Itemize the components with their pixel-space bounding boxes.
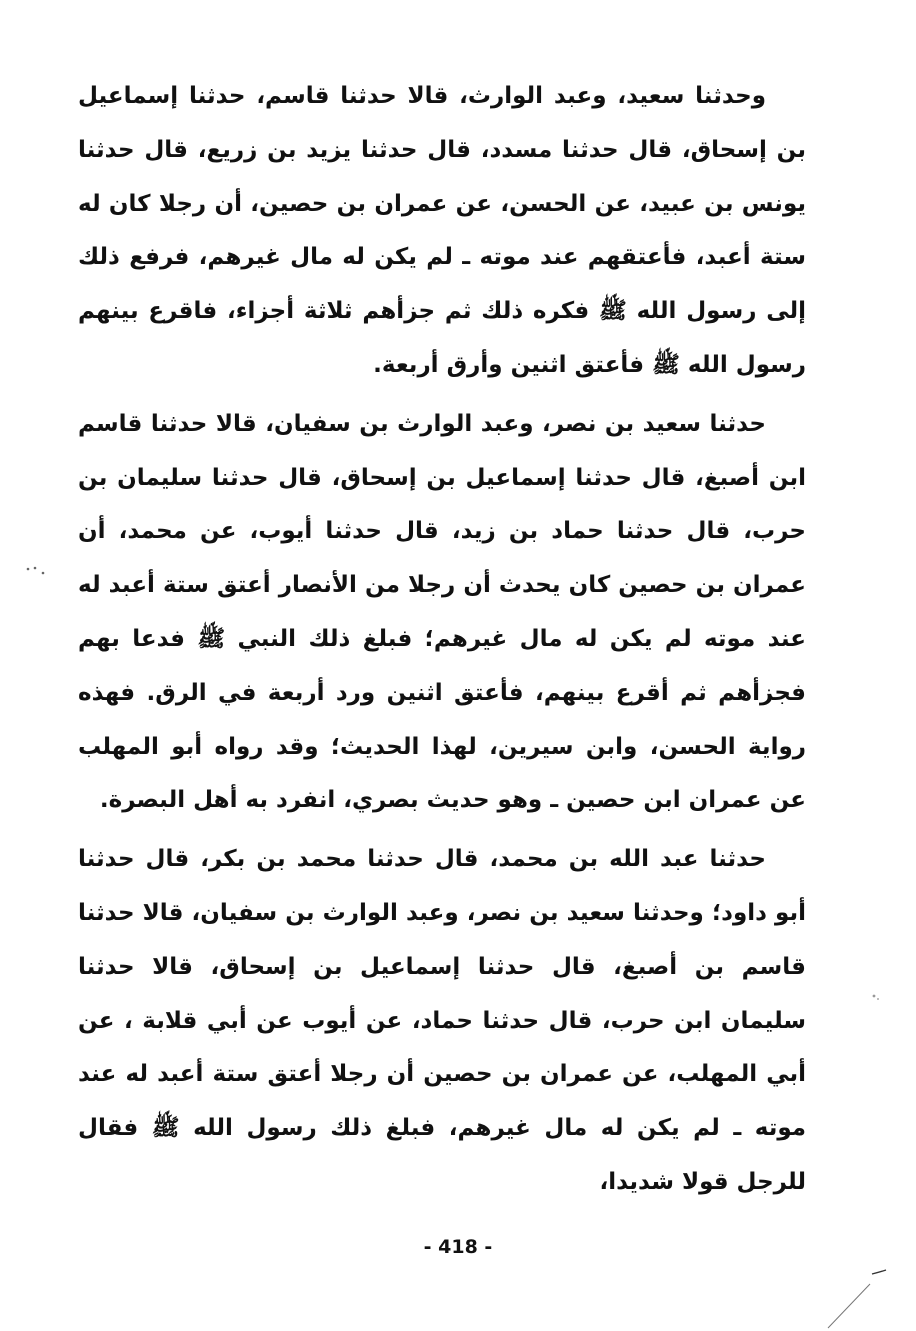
scan-speck (868, 990, 886, 1004)
paragraph-3: حدثنا عبد الله بن محمد، قال حدثنا محمد بن بكر، قال حدثنا أبو داود؛ وحدثنا سعيد بن نصر، وعبد الوارث بن سفيان، قالا حدثنا قاسم بن أصبغ، قال حدثنا إسماعيل بن إسحاق، قالا حدثنا سليمان ابن حرب، قال حدثنا حماد، عن أيوب عن أبي قلابة ، عن أبي المهلب، عن عمران بن حصين أن رجلا أعتق ستة أعبد له عند موته ـ لم يكن له مال غيرهم، فبلغ ذلك رسول الله ﷺ فقال للرجل قولا شديدا، (78, 846, 806, 1195)
corner-pen-stroke (820, 1262, 890, 1331)
paragraph-1: وحدثنا سعيد، وعبد الوارث، قالا حدثنا قاسم، حدثنا إسماعيل بن إسحاق، قال حدثنا مسدد، قال حدثنا يزيد بن زريع، قال حدثنا يونس بن عبيد، عن الحسن، عن عمران بن حصين، أن رجلا كان له ستة أعبد، فأعتقهم عند موته ـ لم يكن له مال غيرهم، فرفع ذلك إلى رسول الله ﷺ فكره ذلك ثم جزأهم ثلاثة أجزاء، فاقرع بينهم رسول الله ﷺ فأعتق اثنين وأرق أربعة. (78, 83, 806, 378)
body-text (78, 70, 806, 1210)
margin-mark-dots (25, 565, 51, 579)
paragraph-2: حدثنا سعيد بن نصر، وعبد الوارث بن سفيان، قالا حدثنا قاسم ابن أصبغ، قال حدثنا إسماعيل بن إسحاق، قال حدثنا سليمان بن حرب، قال حدثنا حماد بن زيد، قال حدثنا أيوب، عن محمد، أن عمران بن حصين كان يحدث أن رجلا من الأنصار أعتق ستة أعبد له عند موته لم يكن له مال غيرهم؛ فبلغ ذلك النبي ﷺ فدعا بهم فجزأهم ثم أقرع بينهم، فأعتق اثنين ورد أربعة في الرق. فهذه رواية الحسن، وابن سيرين، لهذا الحديث؛ وقد رواه أبو المهلب عن عمران ابن حصين ـ وهو حديث بصري، انفرد به أهل البصرة. (78, 410, 806, 814)
page-number: - 418 - (423, 1236, 493, 1258)
